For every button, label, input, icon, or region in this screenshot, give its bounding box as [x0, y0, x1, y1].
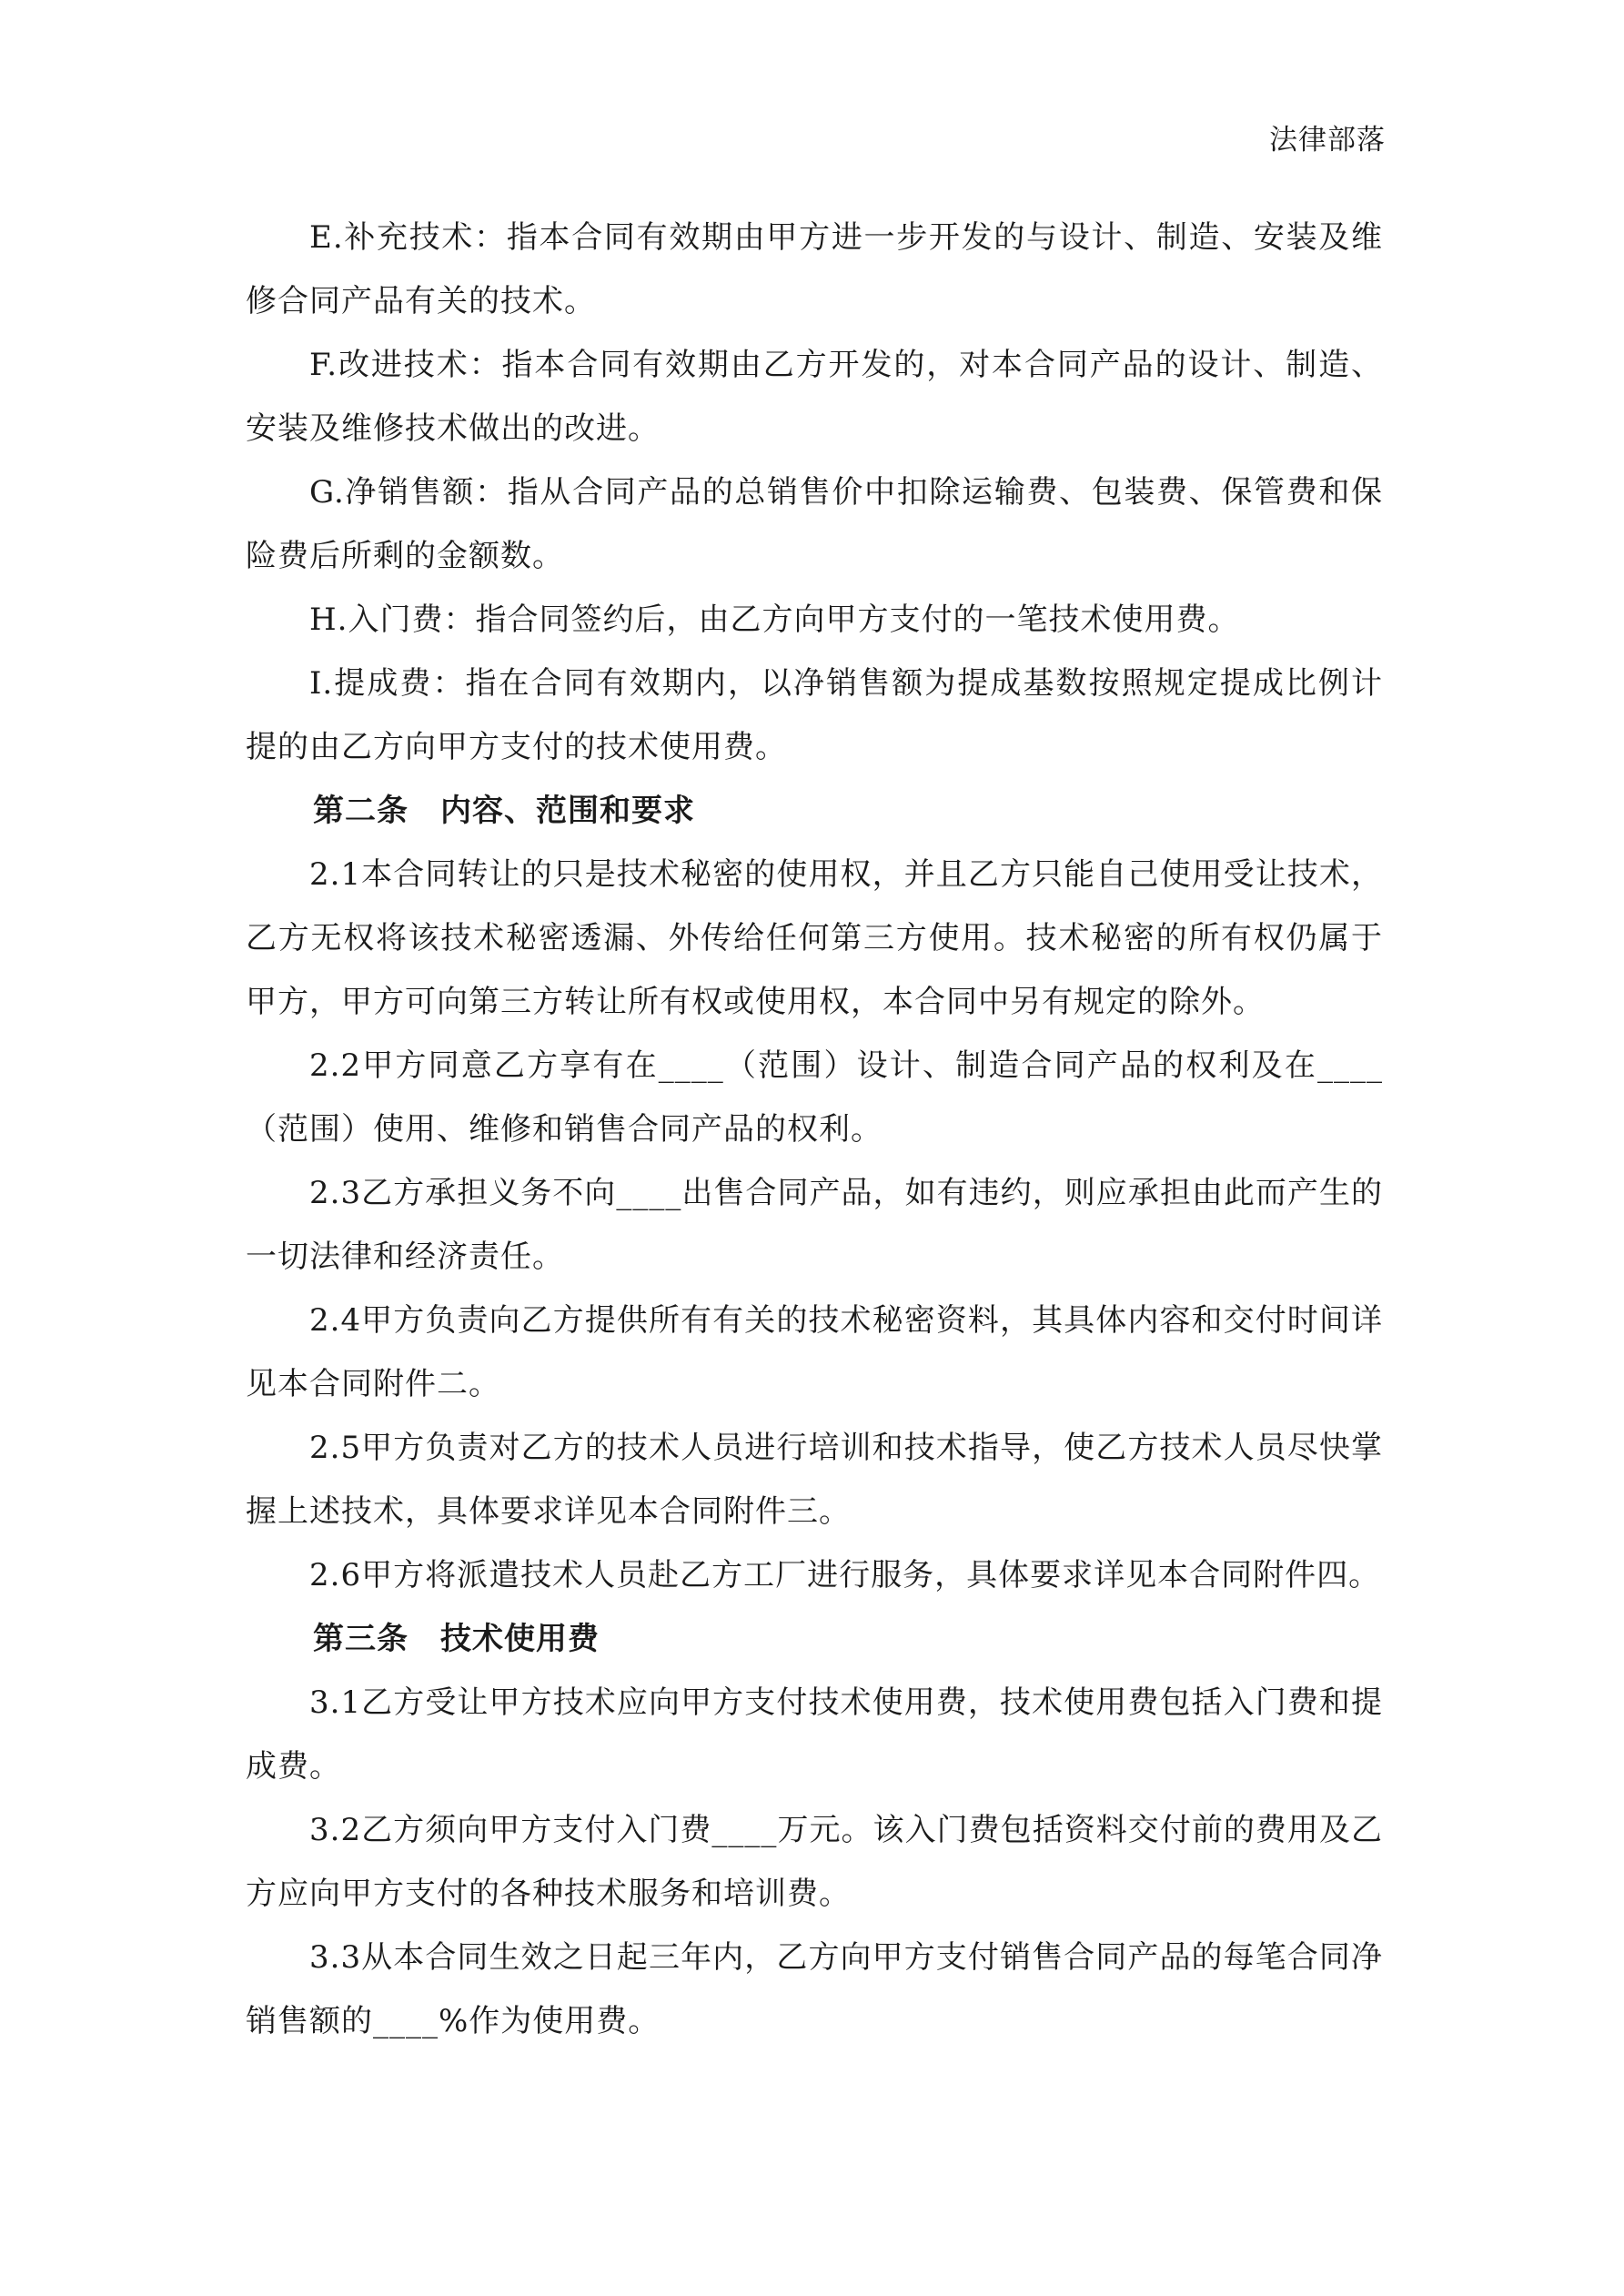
- clause-2-5: 2.5甲方负责对乙方的技术人员进行培训和技术指导，使乙方技术人员尽快掌握上述技术，具体要求详见本合同附件三。: [246, 1430, 1383, 1530]
- definition-h: H.入门费：指合同签约后，由乙方向甲方支付的一笔技术使用费。: [309, 602, 1240, 638]
- definition-i: I.提成费：指在合同有效期内，以净销售额为提成基数按照规定提成比例计提的由乙方向甲方支付的技术使用费。: [246, 665, 1383, 765]
- clause-2-1: 2.1本合同转让的只是技术秘密的使用权，并且乙方只能自己使用受让技术，乙方无权将该技术秘密透漏、外传给任何第三方使用。技术秘密的所有权仍属于甲方，甲方可向第三方转让所有权或使用权，本合同中另有规定的除外。: [246, 856, 1383, 1020]
- clause-2-3: 2.3乙方承担义务不向____出售合同产品，如有违约，则应承担由此而产生的一切法律和经济责任。: [246, 1175, 1383, 1275]
- clause-3-3: 3.3从本合同生效之日起三年内，乙方向甲方支付销售合同产品的每笔合同净销售额的____%作为使用费。: [246, 1939, 1383, 2039]
- header-brand: 法律部落: [1269, 124, 1386, 157]
- document-body: [246, 206, 1383, 2053]
- article-2-heading: 第二条 内容、范围和要求: [313, 793, 695, 829]
- clause-3-1: 3.1乙方受让甲方技术应向甲方支付技术使用费，技术使用费包括入门费和提成费。: [246, 1684, 1383, 1785]
- clause-2-6: 2.6甲方将派遣技术人员赴乙方工厂进行服务，具体要求详见本合同附件四。: [309, 1557, 1381, 1593]
- clause-3-2: 3.2乙方须向甲方支付入门费____万元。该入门费包括资料交付前的费用及乙方应向甲方支付的各种技术服务和培训费。: [246, 1812, 1383, 1912]
- definition-g: G.净销售额：指从合同产品的总销售价中扣除运输费、包装费、保管费和保险费后所剩的金额数。: [246, 474, 1383, 574]
- article-3-heading: 第三条 技术使用费: [313, 1621, 600, 1657]
- definition-f: F.改进技术：指本合同有效期由乙方开发的，对本合同产品的设计、制造、安装及维修技术做出的改进。: [246, 347, 1383, 447]
- clause-2-2: 2.2甲方同意乙方享有在____（范围）设计、制造合同产品的权利及在____（范围）使用、维修和销售合同产品的权利。: [246, 1047, 1383, 1148]
- definition-e: E.补充技术：指本合同有效期由甲方进一步开发的与设计、制造、安装及维修合同产品有关的技术。: [246, 219, 1383, 319]
- clause-2-4: 2.4甲方负责向乙方提供所有有关的技术秘密资料，其具体内容和交付时间详见本合同附件二。: [246, 1302, 1383, 1402]
